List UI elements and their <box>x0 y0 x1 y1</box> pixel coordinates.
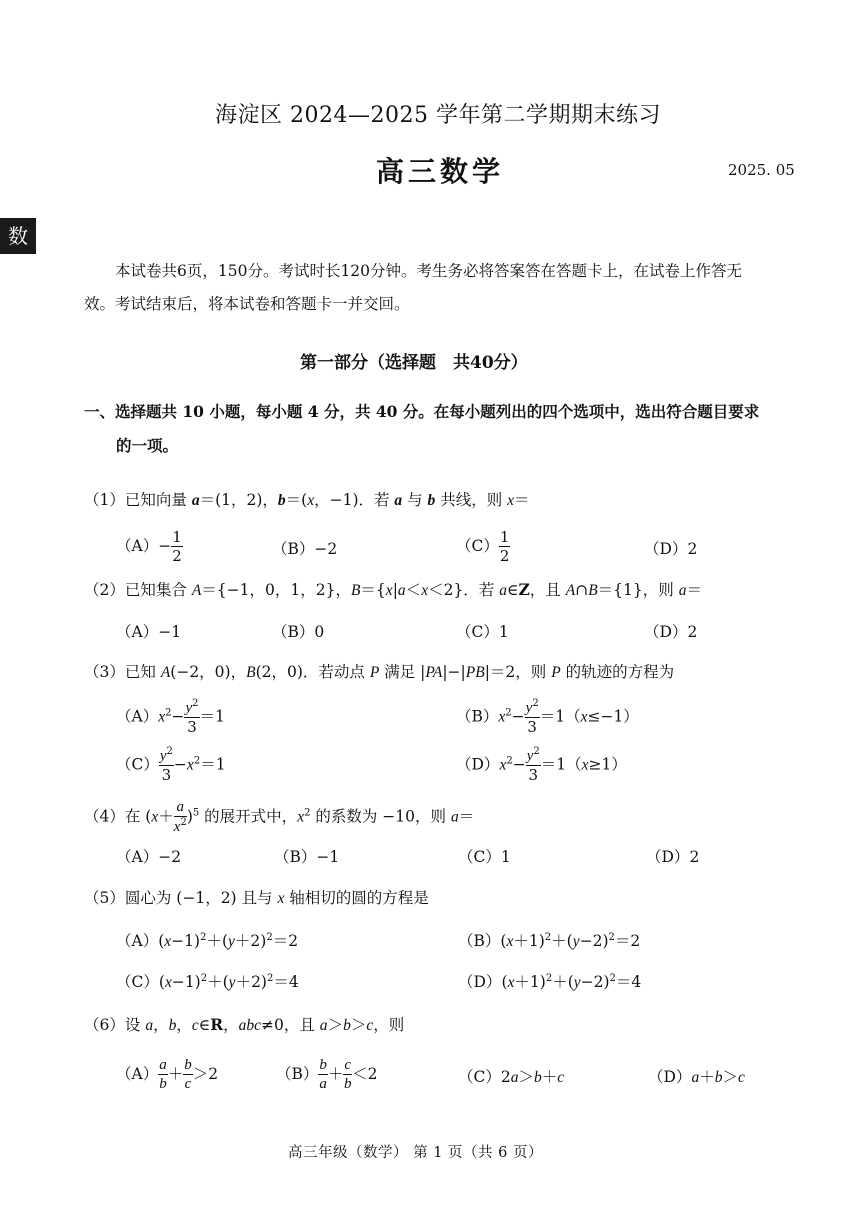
q5-option-d[interactable]: $(D)(x+1)^2+(y-2)^2=4$ <box>458 972 642 991</box>
exam-date: 2025. 05 <box>728 161 795 179</box>
q4-option-c[interactable]: （C）1 <box>458 848 511 866</box>
q2-option-d-label: （D） <box>644 623 688 641</box>
q1-option-b-label: （B） <box>272 540 315 558</box>
question-2: （2）已知集合 A＝{−1，0，1，2}，B＝{x|a＜x＜2}．若 a∈Z，且 A∩B＝{1}，则 a＝ <box>84 580 702 599</box>
question-4: （4）在 (x＋ $\frac{a}{x^2}$ )$^5$ 的展开式中，$x^2$ 的系数为 −10，则 a＝ <box>84 799 475 835</box>
q1-option-a-label: （A） <box>116 537 159 555</box>
q5-option-a-label: （A） <box>116 932 159 950</box>
q2-option-c-label: （C） <box>456 623 499 641</box>
q5-option-b-label: （B） <box>458 932 501 950</box>
q6-option-b-label: （B） <box>276 1065 319 1083</box>
section-heading-line-2: 的一项。 <box>116 436 179 455</box>
section-title: 第一部分（选择题 共40分） <box>300 353 528 373</box>
q1-option-c-label: （C） <box>456 537 499 555</box>
q2-option-a-label: （A） <box>116 623 159 641</box>
q2-option-b-label: （B） <box>272 623 315 641</box>
question-5-label: （5） <box>84 889 125 907</box>
q1-option-c[interactable]: （C） $\frac{1}{2}$ <box>456 528 510 565</box>
question-3-label: （3） <box>84 663 125 681</box>
q2-option-c[interactable]: （C）1 <box>456 623 509 641</box>
q1-option-a[interactable]: （A）− $\frac{1}{2}$ <box>116 528 182 565</box>
q6-option-c-label: （C） <box>458 1068 501 1086</box>
q2-option-b[interactable]: （B）0 <box>272 623 325 641</box>
q5-option-c[interactable]: $(C)(x-1)^2+(y+2)^2=4$ <box>116 972 299 991</box>
q4-option-d[interactable]: （D）2 <box>646 848 700 866</box>
q1-option-d[interactable]: （D）2 <box>644 540 698 558</box>
q5-option-a[interactable]: $(A)(x-1)^2+(y+2)^2=2$ <box>116 931 299 950</box>
q4-option-a-label: （A） <box>116 848 159 866</box>
q2-option-a[interactable]: （A）−1 <box>116 623 182 641</box>
q1-option-d-label: （D） <box>644 540 688 558</box>
question-2-label: （2） <box>84 581 125 599</box>
question-6-label: （6） <box>84 1016 125 1034</box>
question-5: （5）圆心为 (−1，2) 且与 x 轴相切的圆的方程是 <box>84 889 429 907</box>
q5-option-b[interactable]: $(B)(x+1)^2+(y-2)^2=2$ <box>458 931 641 950</box>
q3-option-d[interactable]: $(D)x^2-$ $\frac{y^2}{3}$ ＝1（x≥1） <box>456 746 627 784</box>
q4-option-d-label: （D） <box>646 848 690 866</box>
q5-option-d-label: （D） <box>458 973 502 991</box>
q3-option-b-label: （B） <box>456 707 499 726</box>
q3-option-d-label: （D） <box>456 755 500 774</box>
q1-option-b[interactable]: （B）−2 <box>272 540 338 558</box>
exam-title: 海淀区 2024—2025 学年第二学期期末练习 <box>215 103 661 128</box>
q3-option-a-label: （A） <box>116 707 159 726</box>
question-1-label: （1） <box>84 491 125 509</box>
q6-option-d-label: （D） <box>648 1068 692 1086</box>
q6-option-a-label: （A） <box>116 1065 159 1083</box>
q4-option-b[interactable]: （B）−1 <box>274 848 340 866</box>
q4-option-c-label: （C） <box>458 848 501 866</box>
question-1: （1）已知向量 a＝(1，2)，b＝(x，−1)．若 a 与 b 共线，则 x＝ <box>84 491 530 509</box>
question-6: （6）设 a，b，c∈R，abc≠0，且 a＞b＞c，则 <box>84 1015 405 1034</box>
question-3: （3）已知 A(−2，0)，B(2，0)．若动点 P 满足 |PA|−|PB|＝2，则 P 的轨迹的方程为 <box>84 663 675 681</box>
q3-option-c-label: （C） <box>116 755 159 774</box>
q6-option-a[interactable]: （A） $\frac{a}{b}$ ＋ $\frac{b}{c}$ ＞2 <box>116 1057 219 1092</box>
question-4-label: （4） <box>84 807 125 826</box>
q3-option-b[interactable]: $(B)x^2-$ $\frac{y^2}{3}$ ＝1（x≤−1） <box>456 698 639 736</box>
q2-option-d[interactable]: （D）2 <box>644 623 698 641</box>
q4-option-b-label: （B） <box>274 848 317 866</box>
subject-side-tab: 数 <box>0 218 36 254</box>
q3-option-c[interactable]: （C） $\frac{y^2}{3}$ $-x^2=1$ <box>116 746 226 784</box>
q6-option-d[interactable]: （D）a＋b＞c <box>648 1068 745 1086</box>
instructions-line-2: 效。考试结束后，将本试卷和答题卡一并交回。 <box>84 295 410 313</box>
q6-option-c[interactable]: （C）2a＞b＋c <box>458 1068 565 1086</box>
instructions-line-1: 本试卷共6页，150分。考试时长120分钟。考生务必将答案答在答题卡上，在试卷上作答无 <box>115 262 743 280</box>
exam-subject: 高三数学 <box>376 155 505 188</box>
section-heading-line-1: 一、选择题共 10 小题，每小题 4 分，共 40 分。在每小题列出的四个选项中，选出符合题目要求 <box>84 402 760 421</box>
q4-option-a[interactable]: （A）−2 <box>116 848 182 866</box>
q5-option-c-label: （C） <box>116 973 159 991</box>
q6-option-b[interactable]: （B） $\frac{b}{a}$ ＋ $\frac{c}{b}$ ＜2 <box>276 1057 378 1092</box>
q3-option-a[interactable]: $(A)x^2-$ $\frac{y^2}{3}$ ＝1 <box>116 698 225 736</box>
page-footer: 高三年级（数学） 第 1 页（共 6 页） <box>288 1145 543 1161</box>
